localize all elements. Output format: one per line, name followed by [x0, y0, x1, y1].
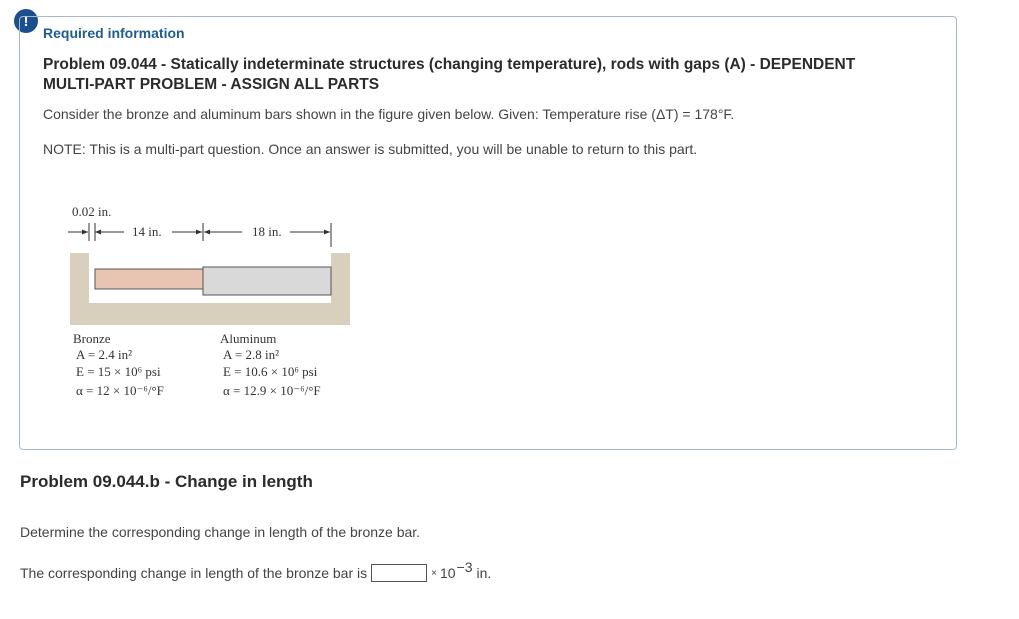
answer-row: [20, 559, 492, 582]
answer-input[interactable]: [371, 564, 427, 582]
power-base: 10: [439, 565, 456, 581]
note-text: NOTE: This is a multi-part question. Once an answer is submitted, you will be unable to return to this part.: [43, 141, 698, 157]
part-question: Determine the corresponding change in length of the bronze bar.: [20, 524, 421, 540]
aluminum-length-label: 18 in.: [252, 224, 282, 239]
required-info-heading: Required information: [43, 25, 185, 41]
given-text: Consider the bronze and aluminum bars shown in the figure given below. Given: Temperature rise (ΔT) = 178°F.: [43, 106, 735, 122]
answer-unit: in.: [476, 565, 492, 581]
answer-prompt: The corresponding change in length of the bronze bar is: [20, 565, 368, 581]
aluminum-modulus: E = 10.6 × 10⁶ psi: [223, 364, 318, 379]
part-title: Problem 09.044.b - Change in length: [20, 472, 313, 491]
bronze-name: Bronze: [73, 331, 111, 346]
aluminum-name: Aluminum: [220, 331, 277, 346]
aluminum-alpha: α = 12.9 × 10⁻⁶/°F: [223, 383, 321, 398]
bronze-length-label: 14 in.: [132, 224, 162, 239]
bronze-alpha: α = 12 × 10⁻⁶/°F: [76, 383, 164, 398]
bronze-modulus: E = 15 × 10⁶ psi: [76, 364, 161, 379]
bronze-area: A = 2.4 in²: [76, 347, 133, 362]
gap-label: 0.02 in.: [72, 204, 112, 219]
aluminum-area: A = 2.8 in²: [223, 347, 280, 362]
bronze-bar: [95, 269, 203, 289]
multiply-sign: ×: [431, 567, 437, 579]
power-exponent: −3: [456, 559, 473, 575]
bar-figure: [52, 185, 372, 415]
problem-title: Problem 09.044 - Statically indeterminate structures (changing temperature), rods with gaps (A) - DEPENDENT MULTI-PART PROBLEM - ASSIGN ALL PARTS: [43, 56, 856, 93]
aluminum-bar: [203, 267, 331, 295]
exclamation-icon: !: [23, 12, 29, 30]
